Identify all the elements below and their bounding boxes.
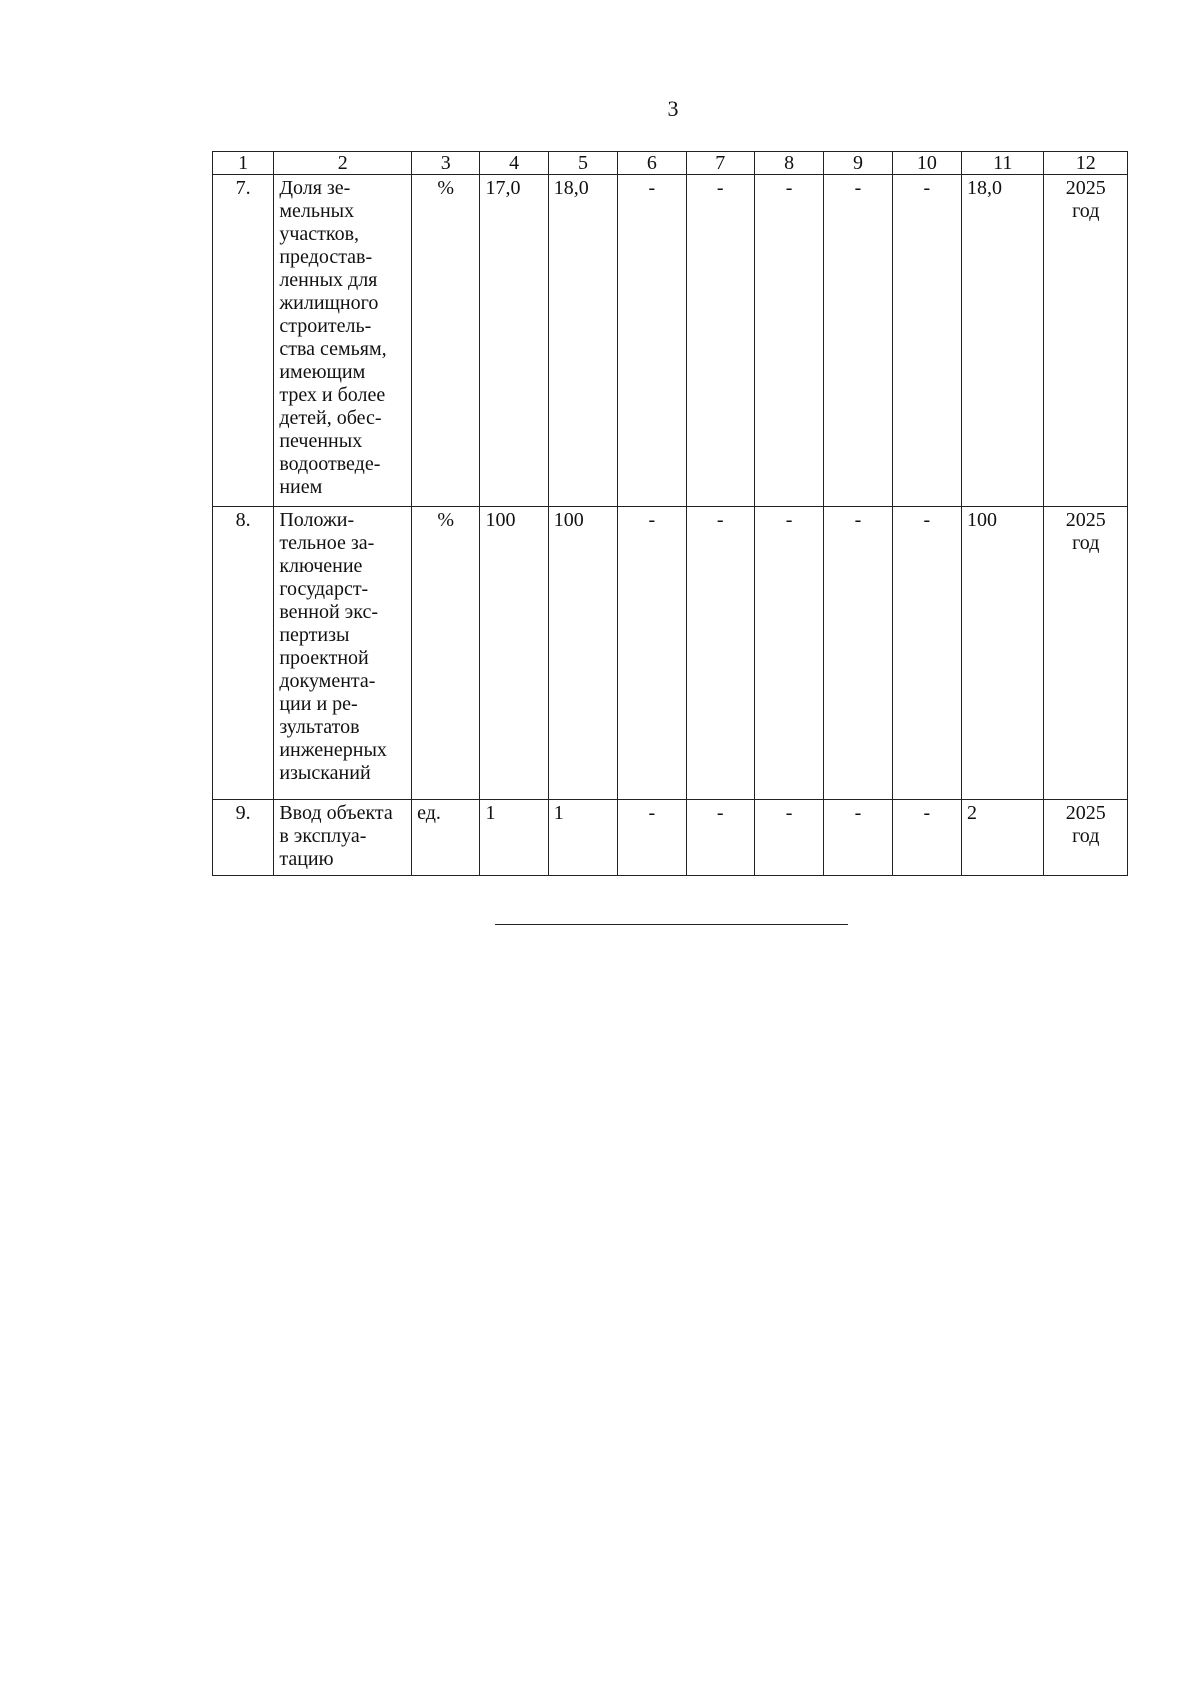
column-number-3: 3 [412,152,480,175]
target-year: 2025 год [1044,507,1128,800]
value-col-4: 17,0 [480,175,548,507]
page-number: 3 [667,96,679,121]
indicator-name: Ввод объекта в эксплуа- тацию [274,800,412,876]
row-number: 9. [213,800,274,876]
row-number: 7. [213,175,274,507]
column-number-6: 6 [618,152,686,175]
unit: ед. [412,800,480,876]
value-col-10: - [892,507,961,800]
value-col-5: 18,0 [548,175,617,507]
indicator-name: Доля зе- мельных участков, предостав- ленных для жилищного строитель- ства семьям, имеющим трех и более детей, обес- печенных водоотведе- нием [274,175,412,507]
column-number-11: 11 [962,152,1044,175]
unit: % [412,507,480,800]
target-year: 2025 год [1044,800,1128,876]
value-col-6: - [618,800,686,876]
value-col-9: - [824,507,892,800]
column-number-12: 12 [1044,152,1128,175]
table-row [213,800,1128,876]
value-col-9: - [824,175,892,507]
column-number-10: 10 [892,152,961,175]
value-col-4: 1 [480,800,548,876]
row-number: 8. [213,507,274,800]
value-col-7: - [686,175,754,507]
indicator-name: Положи- тельное за- ключение государст- венной экс- пертизы проектной документа- ции и ре- зультатов инженерных изысканий [274,507,412,800]
value-col-10: - [892,175,961,507]
indicators-table [212,151,1128,876]
column-number-5: 5 [548,152,617,175]
value-col-7: - [686,800,754,876]
unit: % [412,175,480,507]
column-number-7: 7 [686,152,754,175]
value-col-10: - [892,800,961,876]
end-of-document-rule [495,924,848,925]
column-number-8: 8 [754,152,823,175]
value-col-11: 2 [962,800,1044,876]
value-col-6: - [618,507,686,800]
column-number-2: 2 [274,152,412,175]
value-col-11: 100 [962,507,1044,800]
value-col-8: - [754,800,823,876]
value-col-4: 100 [480,507,548,800]
column-number-9: 9 [824,152,892,175]
value-col-7: - [686,507,754,800]
column-number-1: 1 [213,152,274,175]
value-col-11: 18,0 [962,175,1044,507]
table-header-row [213,152,1128,175]
value-col-8: - [754,507,823,800]
value-col-6: - [618,175,686,507]
table-row [213,175,1128,507]
value-col-5: 1 [548,800,617,876]
value-col-5: 100 [548,507,617,800]
column-number-4: 4 [480,152,548,175]
value-col-9: - [824,800,892,876]
table-row [213,507,1128,800]
value-col-8: - [754,175,823,507]
target-year: 2025 год [1044,175,1128,507]
